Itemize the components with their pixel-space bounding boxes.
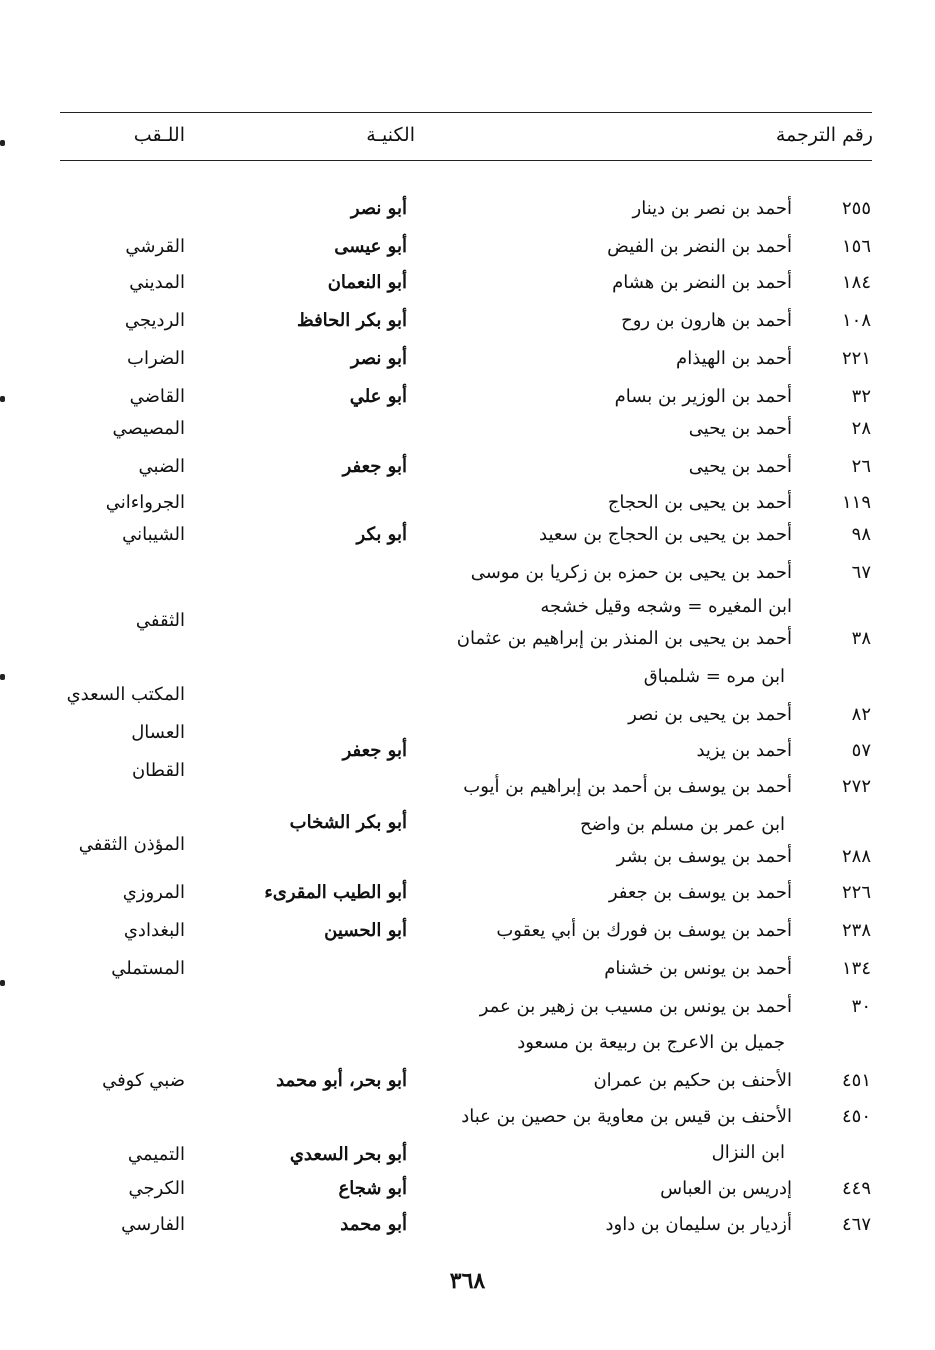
margin-mark [0,140,5,146]
entry-kunya: أبو علي [349,386,407,407]
table-row [0,196,935,230]
table-row [0,522,935,556]
header-laqab: اللـقب [133,124,185,146]
entry-number: ١١٩ [841,492,871,513]
entry-number: ٢٨٨ [841,846,871,867]
margin-mark [0,674,5,680]
entry-kunya: أبو نصر [350,348,407,369]
table-row [0,1068,935,1102]
entry-extra-line: أبو بحر السعدي [289,1144,407,1165]
entry-kunya: أبو بحر، أبو محمد [276,1070,407,1091]
table-row [0,234,935,268]
entry-number: ٢٢١ [841,348,871,369]
entry-laqab: البغدادي [123,920,185,941]
entry-extra-line: التميمي [127,1144,185,1165]
entry-name: الأحنف بن حكيم بن عمران [593,1070,792,1091]
table-row [0,994,935,1028]
entry-extra-line: ابن المغيره = وشجه وقيل خشجه [540,596,792,617]
entry-extra-line: المؤذن الثقفي [78,834,185,855]
entry-number: ٤٥١ [841,1070,871,1091]
entry-laqab: القاضي [129,386,185,407]
entry-kunya: أبو عيسى [334,236,407,257]
entry-name: أحمد بن النضر بن الفيض [607,236,792,257]
entry-name: أحمد بن يحيى [688,418,792,439]
entry-kunya: أبو نصر [350,198,407,219]
table-row [0,560,935,594]
entry-number: ١٨٤ [841,272,871,293]
entry-number: ١٣٤ [841,958,871,979]
entry-extra-line: جميل بن الاعرج بن ربيعة بن مسعود [517,1032,785,1053]
entry-number: ٣٠ [851,996,871,1017]
table-row [0,918,935,952]
entry-laqab: الجرواءاني [105,492,185,513]
entry-extra-line: الثقفي [135,610,185,631]
table-row [0,880,935,914]
margin-mark [0,980,5,986]
entry-number: ٣٨ [851,628,871,649]
header-number-name: رقم الترجمة [775,124,873,146]
entry-number: ٢٣٨ [841,920,871,941]
entry-extra-line: ابن عمر بن مسلم بن واضح [579,814,785,835]
entry-kunya: أبو جعفر [342,740,407,761]
entry-name: أحمد بن النضر بن هشام [612,272,792,293]
entry-number: ٢٨ [851,418,871,439]
entry-kunya: أبو محمد [340,1214,407,1235]
entry-extra-line: ابن مره = شلمباق [643,666,785,687]
entry-laqab: الكرجي [128,1178,185,1199]
entry-extra-line: القطان [131,760,185,781]
entry-name: أحمد بن الهيذام [676,348,792,369]
entry-name: أزديار بن سليمان بن داود [605,1214,792,1235]
entry-laqab: الشيباني [122,524,185,545]
entry-laqab: الفارسي [121,1214,185,1235]
entry-name: أحمد بن يونس بن مسيب بن زهير بن عمر [479,996,792,1017]
header-kunya: الكنيـة [366,124,415,146]
entry-extra-line: ابن النزال [711,1142,785,1163]
entry-laqab: المديني [129,272,185,293]
entry-extra-line: العسال [131,722,185,743]
entry-laqab: القرشي [125,236,185,257]
entry-extra-line: أبو بكر الشخاب [289,812,407,833]
entry-laqab: المروزي [122,882,185,903]
table-row [0,1176,935,1210]
margin-mark [0,396,5,402]
entry-number: ٣٢ [851,386,871,407]
entry-name: أحمد بن يحيى بن حمزه بن زكريا بن موسى [470,562,792,583]
table-row [0,956,935,990]
entry-number: ٩٨ [851,524,871,545]
entry-name: أحمد بن يحيى بن الحجاج [607,492,792,513]
entry-kunya: أبو جعفر [342,456,407,477]
entry-name: أحمد بن هارون بن روح [621,310,792,331]
entry-name: إدريس بن العباس [660,1178,792,1199]
entry-name: أحمد بن يحيى بن الحجاج بن سعيد [539,524,792,545]
table-row [0,1104,935,1138]
entry-number: ٤٦٧ [841,1214,871,1235]
entry-kunya: أبو الطيب المقرىء [264,882,407,903]
entry-name: أحمد بن يزيد [696,740,792,761]
entry-name: أحمد بن يوسف بن أحمد بن إبراهيم بن أيوب [463,776,792,797]
entry-laqab: الضبي [138,456,185,477]
entry-name: الأحنف بن قيس بن معاوية بن حصين بن عباد [461,1106,792,1127]
entry-name: أحمد بن يحيى بن نصر [628,704,792,725]
entry-laqab: ضبي كوفي [102,1070,185,1091]
table-row [0,454,935,488]
entry-name: أحمد بن يوسف بن جعفر [608,882,792,903]
entry-number: ٤٥٠ [841,1106,871,1127]
entry-number: ٥٧ [851,740,871,761]
entry-laqab: الضراب [127,348,185,369]
entry-name: أحمد بن الوزير بن بسام [614,386,792,407]
entry-name: أحمد بن يوسف بن فورك بن أبي يعقوب [496,920,792,941]
entry-number: ٢٢٦ [841,882,871,903]
entry-number: ٢٧٢ [841,776,871,797]
table-row [0,490,935,524]
table-row [0,1212,935,1246]
entry-number: ٦٧ [851,562,871,583]
table-row [0,270,935,304]
entry-extra-line: المكتب السعدي [66,684,185,705]
entry-number: ١٥٦ [841,236,871,257]
table-row [0,308,935,342]
table-row [0,346,935,380]
entry-number: ٤٤٩ [841,1178,871,1199]
entry-laqab: المستملي [111,958,185,979]
entry-name: أحمد بن يحيى بن المنذر بن إبراهيم بن عثمان [456,628,792,649]
entry-number: ١٠٨ [841,310,871,331]
table-row [0,384,935,418]
table-row [0,416,935,450]
entry-name: أحمد بن يونس بن خشنام [604,958,792,979]
entry-name: أحمد بن يحيى [688,456,792,477]
entry-number: ٨٢ [851,704,871,725]
entry-kunya: أبو بكر الحافظ [296,310,407,331]
entry-number: ٢٥٥ [841,198,871,219]
entry-kunya: أبو النعمان [327,272,407,293]
page-number: ٣٦٨ [449,1268,486,1294]
entry-laqab: المصيصي [112,418,185,439]
entry-kunya: أبو شجاع [338,1178,407,1199]
entry-name: أحمد بن نصر بن دينار [632,198,792,219]
entry-kunya: أبو بكر [356,524,407,545]
entry-name: أحمد بن يوسف بن بشر [616,846,792,867]
entry-kunya: أبو الحسين [324,920,407,941]
entry-number: ٢٦ [851,456,871,477]
entry-laqab: الرديجي [124,310,185,331]
